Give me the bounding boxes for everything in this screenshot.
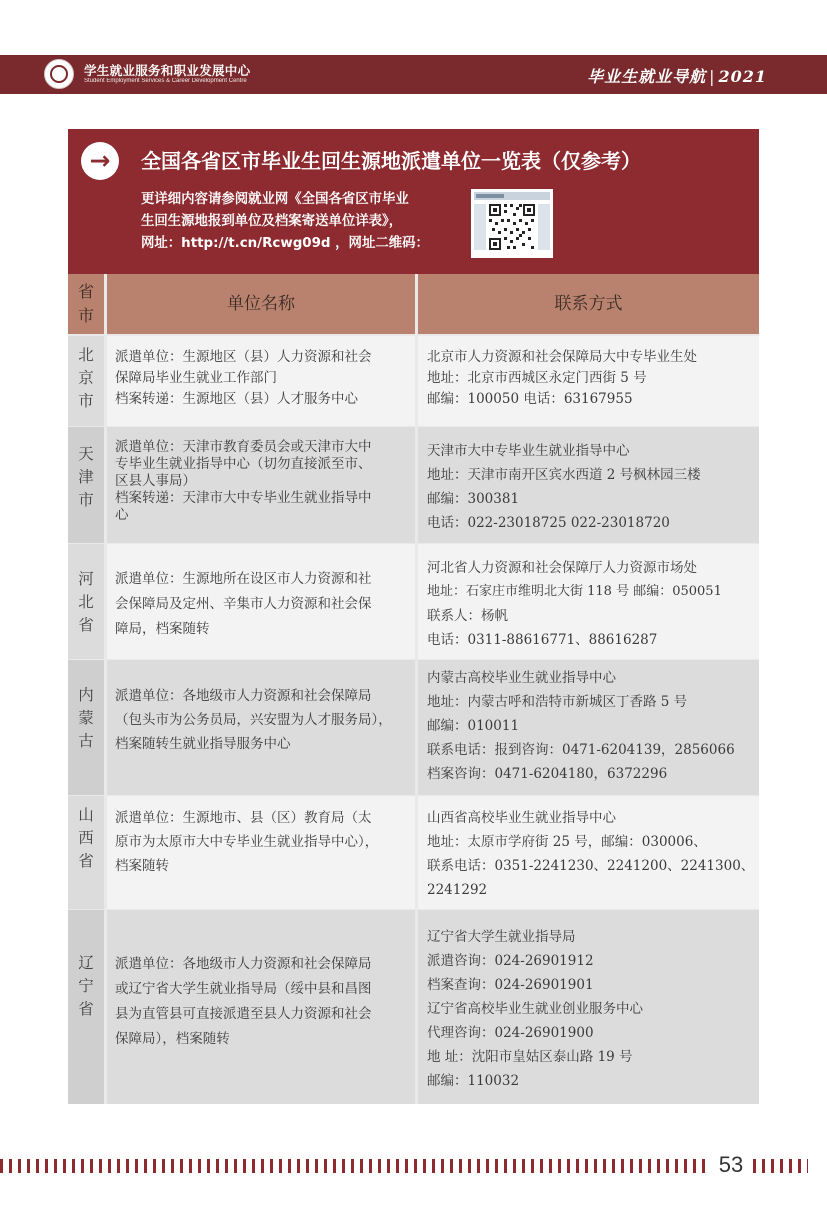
header-contact: 联系方式 — [418, 274, 759, 334]
section-description — [141, 189, 461, 255]
province-cell: 辽 宁 省 — [68, 910, 104, 1104]
unit-cell: 派遣单位：生源地所在设区市人力资源和社 会保障局及定州、辛集市人力资源和社会保 障局，档案随转 — [107, 544, 415, 659]
unit-cell: 派遣单位：天津市教育委员会或天津市大中 专毕业生就业指导中心（切勿直接派至市、 区县人事局） 档案转递：天津市大中专毕业生就业指导中 心 — [107, 427, 415, 543]
section-header — [68, 129, 759, 274]
province-cell: 内 蒙 古 — [68, 660, 104, 795]
publication-title — [587, 64, 767, 87]
footer-decoration — [0, 1159, 705, 1173]
description-line: 网址：http://t.cn/Rcwg09d ，网址二维码： — [141, 236, 429, 251]
org-name-en: Student Employment Services & Career Development Centre — [84, 78, 247, 84]
contact-cell: 内蒙古高校毕业生就业指导中心 地址：内蒙古呼和浩特市新城区丁香路 5 号 邮编：010011 联系电话：报到咨询：0471-6204139，2856066 档案咨询：0471-6204180，6372296 — [418, 660, 759, 795]
contact-cell: 辽宁省大学生就业指导局 派遣咨询：024-26901912 档案查询：024-26901901 辽宁省高校毕业生就业创业服务中心 代理咨询：024-26901900 地 址：沈阳市皇姑区泰山路 19 号 邮编：110032 — [418, 910, 759, 1104]
description-line: 生回生源地报到单位及档案寄送单位详表》， — [141, 214, 403, 229]
unit-cell: 派遣单位：各地级市人力资源和社会保障局 或辽宁省大学生就业指导局（绥中县和昌图 县为直管县可直接派遣至县人力资源和社会 保障局），档案随转 — [107, 910, 415, 1104]
footer-decoration — [753, 1159, 808, 1173]
province-cell: 山 西 省 — [68, 796, 104, 909]
unit-cell: 派遣单位：各地级市人力资源和社会保障局 （包头市为公务员局，兴安盟为人才服务局）， 档案随转生就业指导服务中心 — [107, 660, 415, 795]
university-logo-icon — [44, 59, 74, 89]
unit-cell: 派遣单位：生源地市、县（区）教育局（太 原市为太原市大中专毕业生就业指导中心）， 档案随转 — [107, 796, 415, 909]
province-cell: 北 京 市 — [68, 336, 104, 426]
section-title: 全国各省区市毕业生回生源地派遣单位一览表（仅参考） — [141, 149, 641, 173]
dispatch-table-card — [68, 129, 759, 1104]
publication-year: 2021 — [718, 67, 767, 86]
publication-name: 毕业生就业导航 — [587, 67, 707, 86]
org-name-cn: 学生就业服务和职业发展中心 — [84, 63, 251, 78]
page-header — [0, 55, 827, 94]
unit-cell: 派遣单位：生源地区（县）人力资源和社会 保障局毕业生就业工作部门 档案转递：生源地区（县）人才服务中心 — [107, 336, 415, 426]
contact-cell: 北京市人力资源和社会保障局大中专毕业生处 地址：北京市西城区永定门西街 5 号 邮编：100050 电话：63167955 — [418, 336, 759, 426]
arrow-right-icon: → — [81, 142, 119, 180]
description-line: 更详细内容请参阅就业网《全国各省区市毕业 — [141, 192, 409, 207]
province-cell: 天 津 市 — [68, 427, 104, 543]
contact-cell: 天津市大中专毕业生就业指导中心 地址：天津市南开区宾水西道 2 号枫林园三楼 邮编：300381 电话：022-23018725 022-23018720 — [418, 427, 759, 543]
province-cell: 河 北 省 — [68, 544, 104, 659]
header-unit-name: 单位名称 — [107, 274, 415, 334]
header-province: 省 市 — [68, 274, 104, 334]
contact-cell: 河北省人力资源和社会保障厅人力资源市场处 地址：石家庄市维明北大街 118 号 邮编：050051 联系人：杨帆 电话：0311-88616771、88616287 — [418, 544, 759, 659]
contact-cell: 山西省高校毕业生就业指导中心 地址：太原市学府街 25 号，邮编：030006、 联系电话：0351-2241230、2241200、2241300、 2241292 — [418, 796, 759, 909]
page-number: 53 — [718, 1152, 744, 1177]
title-separator: | — [709, 67, 716, 86]
qr-code-icon[interactable] — [471, 189, 553, 258]
